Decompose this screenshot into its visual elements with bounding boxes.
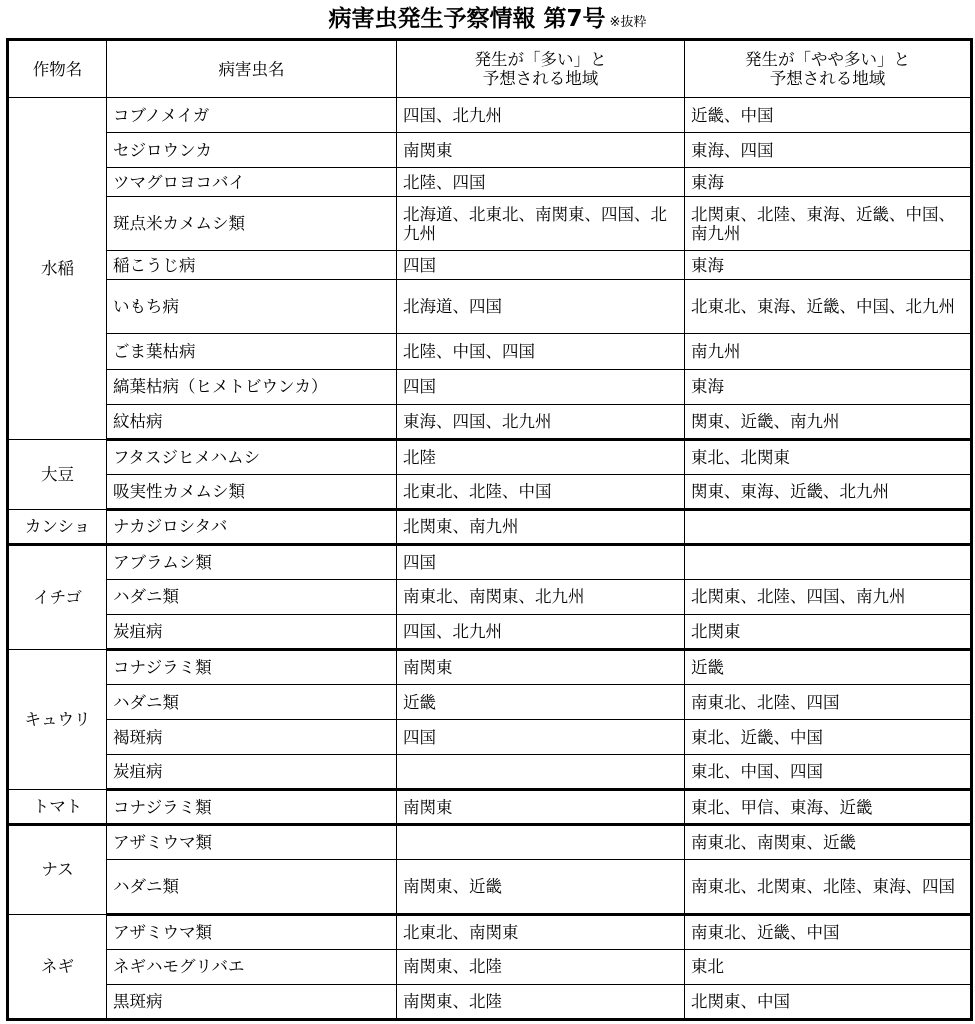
pest-cell: 褐斑病 [107, 720, 397, 755]
header-mid-line2: 予想される地域 [769, 69, 886, 88]
high-region-cell: 四国 [397, 720, 685, 755]
mid-region-cell: 東海 [685, 369, 972, 404]
header-mid-line1: 発生が「やや多い」と [745, 50, 910, 69]
mid-region-cell: 北関東、北陸、四国、南九州 [685, 579, 972, 614]
pest-cell: ハダニ類 [107, 685, 397, 720]
pest-cell: 斑点米カメムシ類 [107, 197, 397, 251]
mid-region-cell [685, 509, 972, 544]
high-region-cell [397, 825, 685, 860]
page-title [0, 0, 975, 38]
high-region-cell [397, 755, 685, 790]
high-region-cell: 北陸 [397, 439, 685, 474]
table-row [8, 474, 972, 509]
mid-region-cell: 南東北、近畿、中国 [685, 914, 972, 949]
high-region-cell: 北海道、四国 [397, 280, 685, 334]
pest-cell: ナカジロシタバ [107, 509, 397, 544]
pest-cell: いもち病 [107, 280, 397, 334]
table-row [8, 369, 972, 404]
pest-cell: アザミウマ類 [107, 825, 397, 860]
mid-region-cell: 近畿 [685, 650, 972, 685]
table-row [8, 825, 972, 860]
pest-cell: 黒斑病 [107, 984, 397, 1019]
header-high [397, 40, 685, 98]
pest-cell: ごま葉枯病 [107, 334, 397, 369]
mid-region-cell: 東北 [685, 949, 972, 984]
high-region-cell: 北海道、北東北、南関東、四国、北九州 [397, 197, 685, 251]
table-row [8, 685, 972, 720]
high-region-cell: 南東北、南関東、北九州 [397, 579, 685, 614]
high-region-cell: 北関東、南九州 [397, 509, 685, 544]
high-region-cell: 南関東、近畿 [397, 860, 685, 914]
pest-cell: ハダニ類 [107, 860, 397, 914]
pest-cell: 炭疽病 [107, 755, 397, 790]
high-region-cell: 四国 [397, 544, 685, 579]
mid-region-cell: 近畿、中国 [685, 98, 972, 133]
high-region-cell: 北陸、中国、四国 [397, 334, 685, 369]
header-high-line1: 発生が「多い」と [474, 50, 607, 69]
high-region-cell: 四国、北九州 [397, 614, 685, 649]
header-mid [685, 40, 972, 98]
table-row [8, 949, 972, 984]
crop-cell: トマト [8, 790, 107, 825]
header-crop: 作物名 [8, 40, 107, 98]
mid-region-cell: 関東、近畿、南九州 [685, 404, 972, 439]
table-row [8, 168, 972, 197]
mid-region-cell: 東北、中国、四国 [685, 755, 972, 790]
table-row [8, 755, 972, 790]
high-region-cell: 北東北、北陸、中国 [397, 474, 685, 509]
mid-region-cell: 東海 [685, 251, 972, 280]
pest-cell: フタスジヒメハムシ [107, 439, 397, 474]
pest-cell: 吸実性カメムシ類 [107, 474, 397, 509]
high-region-cell: 南関東 [397, 790, 685, 825]
table-row [8, 280, 972, 334]
pest-cell: ネギハモグリバエ [107, 949, 397, 984]
table-row [8, 579, 972, 614]
table-row [8, 98, 972, 133]
title-main: 病害虫発生予察情報 第7号 [328, 6, 606, 32]
high-region-cell: 四国、北九州 [397, 98, 685, 133]
header-pest: 病害虫名 [107, 40, 397, 98]
table-row [8, 650, 972, 685]
crop-cell: 大豆 [8, 439, 107, 509]
high-region-cell: 四国 [397, 251, 685, 280]
pest-cell: ハダニ類 [107, 579, 397, 614]
high-region-cell: 南関東 [397, 650, 685, 685]
pest-cell: アザミウマ類 [107, 914, 397, 949]
mid-region-cell: 東海、四国 [685, 133, 972, 168]
table-row [8, 790, 972, 825]
high-region-cell: 北陸、四国 [397, 168, 685, 197]
table-row [8, 509, 972, 544]
mid-region-cell: 東北、甲信、東海、近畿 [685, 790, 972, 825]
pest-cell: セジロウンカ [107, 133, 397, 168]
mid-region-cell: 北関東 [685, 614, 972, 649]
mid-region-cell [685, 544, 972, 579]
pest-cell: 炭疽病 [107, 614, 397, 649]
header-high-line2: 予想される地域 [482, 69, 599, 88]
mid-region-cell: 南九州 [685, 334, 972, 369]
table-row [8, 720, 972, 755]
mid-region-cell: 北東北、東海、近畿、中国、北九州 [685, 280, 972, 334]
table-row [8, 404, 972, 439]
table-row [8, 439, 972, 474]
mid-region-cell: 東北、北関東 [685, 439, 972, 474]
table-row [8, 197, 972, 251]
pest-cell: ツマグロヨコバイ [107, 168, 397, 197]
high-region-cell: 東海、四国、北九州 [397, 404, 685, 439]
pest-cell: コナジラミ類 [107, 650, 397, 685]
high-region-cell: 近畿 [397, 685, 685, 720]
crop-cell: ネギ [8, 914, 107, 1019]
table-row [8, 914, 972, 949]
high-region-cell: 南関東 [397, 133, 685, 168]
mid-region-cell: 南東北、北陸、四国 [685, 685, 972, 720]
table-row [8, 614, 972, 649]
crop-cell: カンショ [8, 509, 107, 544]
mid-region-cell: 北関東、北陸、東海、近畿、中国、南九州 [685, 197, 972, 251]
high-region-cell: 北東北、南関東 [397, 914, 685, 949]
high-region-cell: 南関東、北陸 [397, 984, 685, 1019]
pest-cell: コブノメイガ [107, 98, 397, 133]
crop-cell: イチゴ [8, 544, 107, 649]
mid-region-cell: 南東北、南関東、近畿 [685, 825, 972, 860]
mid-region-cell: 東海 [685, 168, 972, 197]
crop-cell: 水稲 [8, 98, 107, 440]
mid-region-cell: 東北、近畿、中国 [685, 720, 972, 755]
crop-cell: ナス [8, 825, 107, 914]
high-region-cell: 四国 [397, 369, 685, 404]
header-row [8, 40, 972, 98]
pest-cell: 紋枯病 [107, 404, 397, 439]
table-row [8, 984, 972, 1019]
crop-cell: キュウリ [8, 650, 107, 790]
forecast-table [6, 38, 973, 1021]
table-row [8, 334, 972, 369]
table-row [8, 544, 972, 579]
mid-region-cell: 北関東、中国 [685, 984, 972, 1019]
table-body [8, 98, 972, 1020]
pest-cell: コナジラミ類 [107, 790, 397, 825]
table-row [8, 251, 972, 280]
table-row [8, 133, 972, 168]
title-note: ※抜粋 [609, 15, 647, 30]
high-region-cell: 南関東、北陸 [397, 949, 685, 984]
mid-region-cell: 南東北、北関東、北陸、東海、四国 [685, 860, 972, 914]
pest-cell: 縞葉枯病（ヒメトビウンカ） [107, 369, 397, 404]
table-row [8, 860, 972, 914]
mid-region-cell: 関東、東海、近畿、北九州 [685, 474, 972, 509]
pest-cell: アブラムシ類 [107, 544, 397, 579]
pest-cell: 稲こうじ病 [107, 251, 397, 280]
